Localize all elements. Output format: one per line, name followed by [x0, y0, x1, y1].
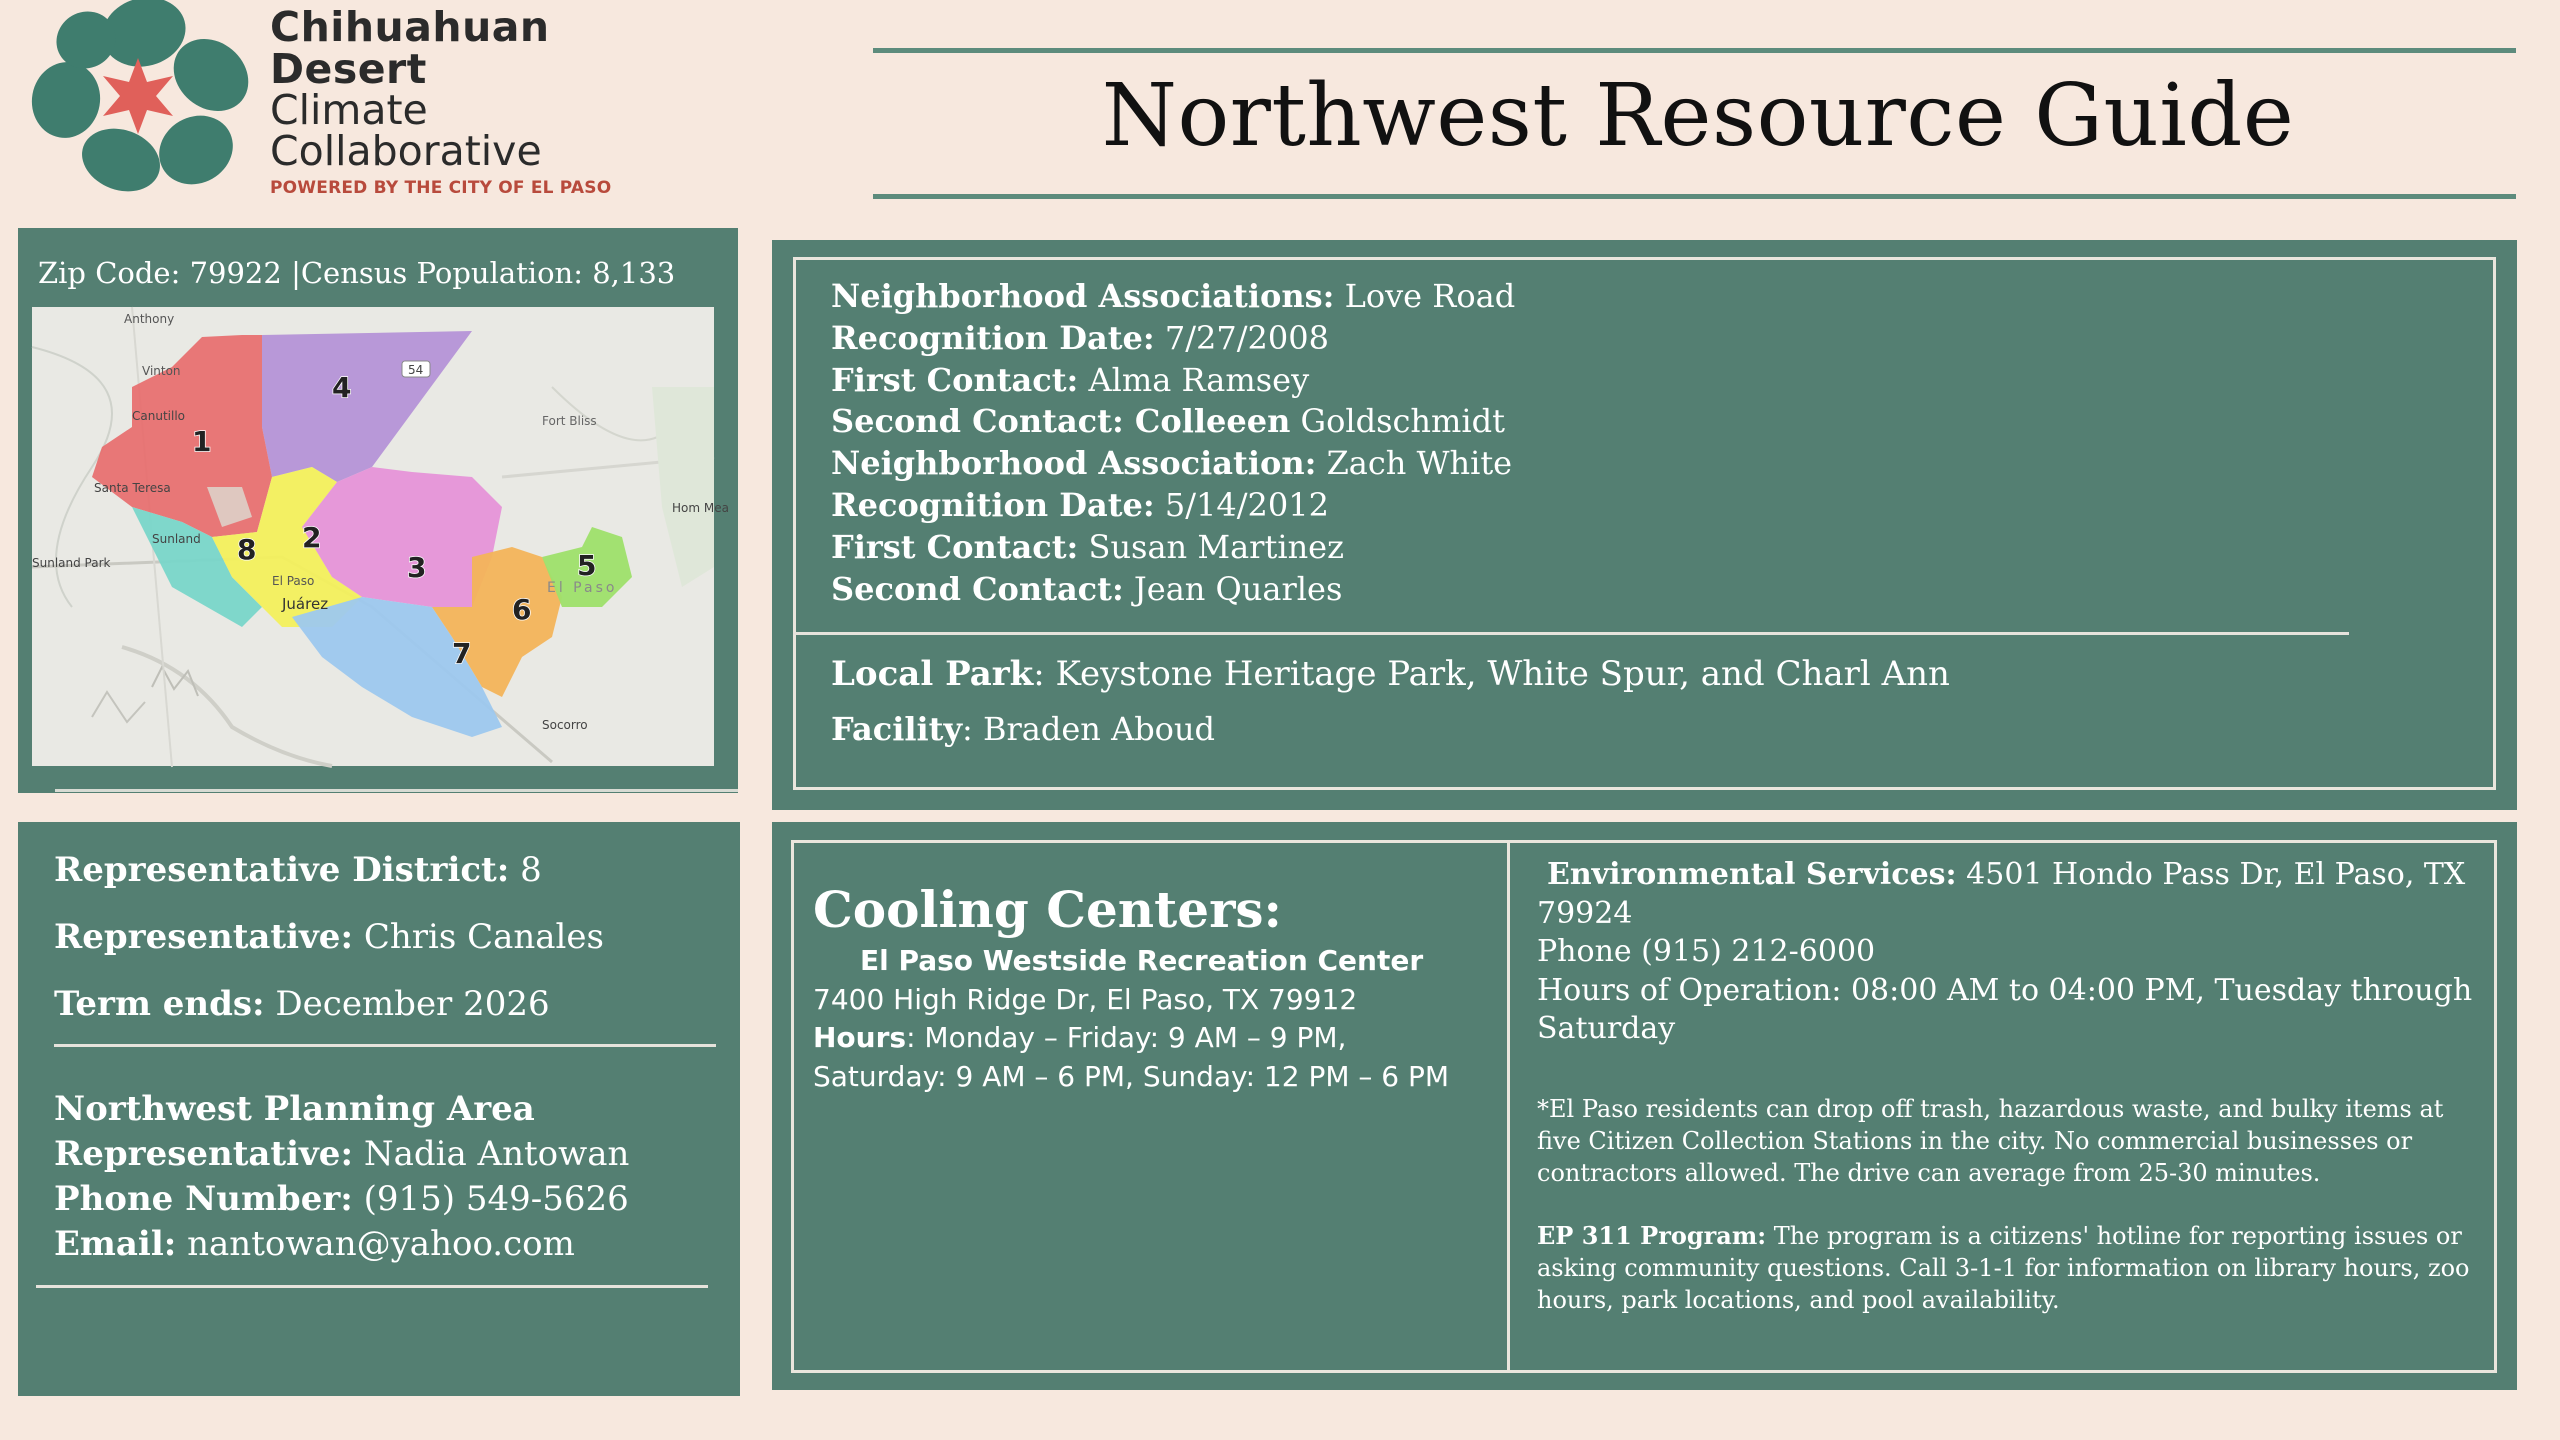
map-label-juarez: Juárez	[282, 595, 329, 613]
association-row: Recognition Date: 5/14/2012	[831, 485, 1329, 524]
rep-name-line: Representative: Chris Canales	[54, 917, 605, 957]
ep311-label: EP 311 Program:	[1537, 1221, 1767, 1250]
env-hours-line-2: Saturday	[1537, 1011, 1676, 1046]
planning-area-block	[54, 1087, 629, 1267]
association-row: Second Contact: Jean Quarles	[831, 569, 1343, 608]
env-address: 4501 Hondo Pass Dr, El Paso, TX	[1966, 857, 2466, 892]
ep311-note: EP 311 Program: The program is a citizens' hotline for reporting issues or asking community questions. Call 3-1-1 for information on library hours, zoo hours, park locations, and pool availability.	[1537, 1221, 2470, 1314]
cooling-hours-line-2: Saturday: 9 AM – 6 PM, Sunday: 12 PM – 6 PM	[813, 1060, 1450, 1093]
district-number-2: 2	[302, 521, 322, 554]
map-label-anthony: Anthony	[124, 312, 175, 326]
map-panel-bottom-rule	[55, 789, 738, 792]
census-label: Census Population:	[300, 256, 583, 290]
planning-area-title: Northwest Planning Area	[54, 1089, 535, 1129]
phone-line: Phone Number: (915) 549-5626	[54, 1179, 629, 1219]
association-row: First Contact: Alma Ramsey	[831, 360, 1310, 399]
env-address-line-2: 79924	[1537, 895, 1633, 931]
cooling-centers-title: Cooling Centers:	[813, 880, 1283, 939]
district-map	[32, 307, 729, 766]
map-label-hom-mea: Hom Mea	[672, 501, 729, 515]
email-link[interactable]: nantowan@yahoo.com	[187, 1224, 575, 1264]
district-number-4: 4	[332, 371, 352, 404]
environmental-block	[1537, 856, 2472, 1049]
cooling-center-address: 7400 High Ridge Dr, El Paso, TX 79912	[813, 983, 1358, 1016]
rep-district-line: Representative District: 8	[54, 850, 542, 890]
planning-rep-line: Representative: Nadia Antowan	[54, 1134, 630, 1174]
env-phone: Phone (915) 212-6000	[1537, 934, 1876, 969]
map-label-socorro: Socorro	[542, 718, 588, 732]
district-number-5: 5	[577, 549, 597, 582]
association-row: Neighborhood Association: Zach White	[831, 444, 1513, 483]
logo-line-4: Collaborative	[270, 127, 542, 175]
services-column-divider	[1507, 840, 1510, 1373]
district-number-7: 7	[452, 637, 472, 670]
facility-line: Facility: Braden Aboud	[831, 710, 1216, 748]
district-number-3: 3	[407, 551, 427, 584]
logo-powered-by: POWERED BY THE CITY OF EL PASO	[270, 178, 612, 198]
rep-bottom-rule	[36, 1285, 708, 1288]
title-bottom-rule	[873, 194, 2516, 199]
association-row: Neighborhood Associations: Love Road	[831, 277, 1516, 315]
zip-label: Zip Code:	[38, 256, 181, 290]
logo-line-2: Desert	[270, 45, 427, 93]
logo-flower-icon	[26, 0, 256, 190]
term-ends-line: Term ends: December 2026	[54, 984, 550, 1024]
associations-divider	[793, 632, 2349, 635]
district-number-6: 6	[512, 593, 532, 626]
map-label-santa-teresa: Santa Teresa	[94, 481, 171, 495]
collection-note: *El Paso residents can drop off trash, hazardous waste, and bulky items at five Citizen Collection Stations in the city. No commercial businesses or contractors allowed. The drive can average from 25-30 minutes.	[1537, 1095, 2444, 1187]
local-park-line: Local Park: Keystone Heritage Park, White Spur, and Charl Ann	[831, 654, 1950, 694]
env-label: Environmental Services:	[1547, 857, 1957, 892]
title-top-rule	[873, 48, 2516, 53]
cooling-hours-line: Hours: Monday – Friday: 9 AM – 9 PM,	[813, 1021, 1347, 1054]
map-label-sunland-park: Sunland Park	[32, 556, 111, 570]
map-label-canutillo: Canutillo	[132, 409, 185, 423]
email-line: Email: nantowan@yahoo.com	[54, 1224, 575, 1264]
logo-line-1: Chihuahuan	[270, 3, 550, 51]
association-row: Second Contact: Colleeen Goldschmidt	[831, 402, 1505, 441]
separator: |	[291, 256, 301, 290]
map-label-vinton: Vinton	[142, 364, 181, 378]
rep-divider	[54, 1044, 716, 1047]
census-value: 8,133	[592, 256, 676, 290]
map-label-route-54: 54	[408, 363, 424, 377]
district-number-8: 8	[237, 533, 257, 566]
zip-value: 79922	[189, 256, 282, 290]
association-row: First Contact: Susan Martinez	[831, 527, 1344, 566]
zip-census-line	[38, 256, 675, 290]
map-label-el-paso-big: El Paso	[547, 580, 618, 596]
association-row: Recognition Date: 7/27/2008	[831, 318, 1329, 357]
logo-line-3: Climate	[270, 86, 428, 134]
map-label-el-paso-small: El Paso	[272, 574, 315, 588]
map-label-sunland: Sunland	[152, 532, 201, 546]
map-label-fort-bliss: Fort Bliss	[542, 414, 597, 428]
district-number-1: 1	[192, 425, 212, 458]
page-title: Northwest Resource Guide	[1101, 66, 2295, 166]
associations-list	[831, 276, 1515, 610]
env-hours-line-1: Hours of Operation: 08:00 AM to 04:00 PM, Tuesday through	[1537, 972, 2473, 1008]
cooling-center-name: El Paso Westside Recreation Center	[860, 944, 1424, 977]
